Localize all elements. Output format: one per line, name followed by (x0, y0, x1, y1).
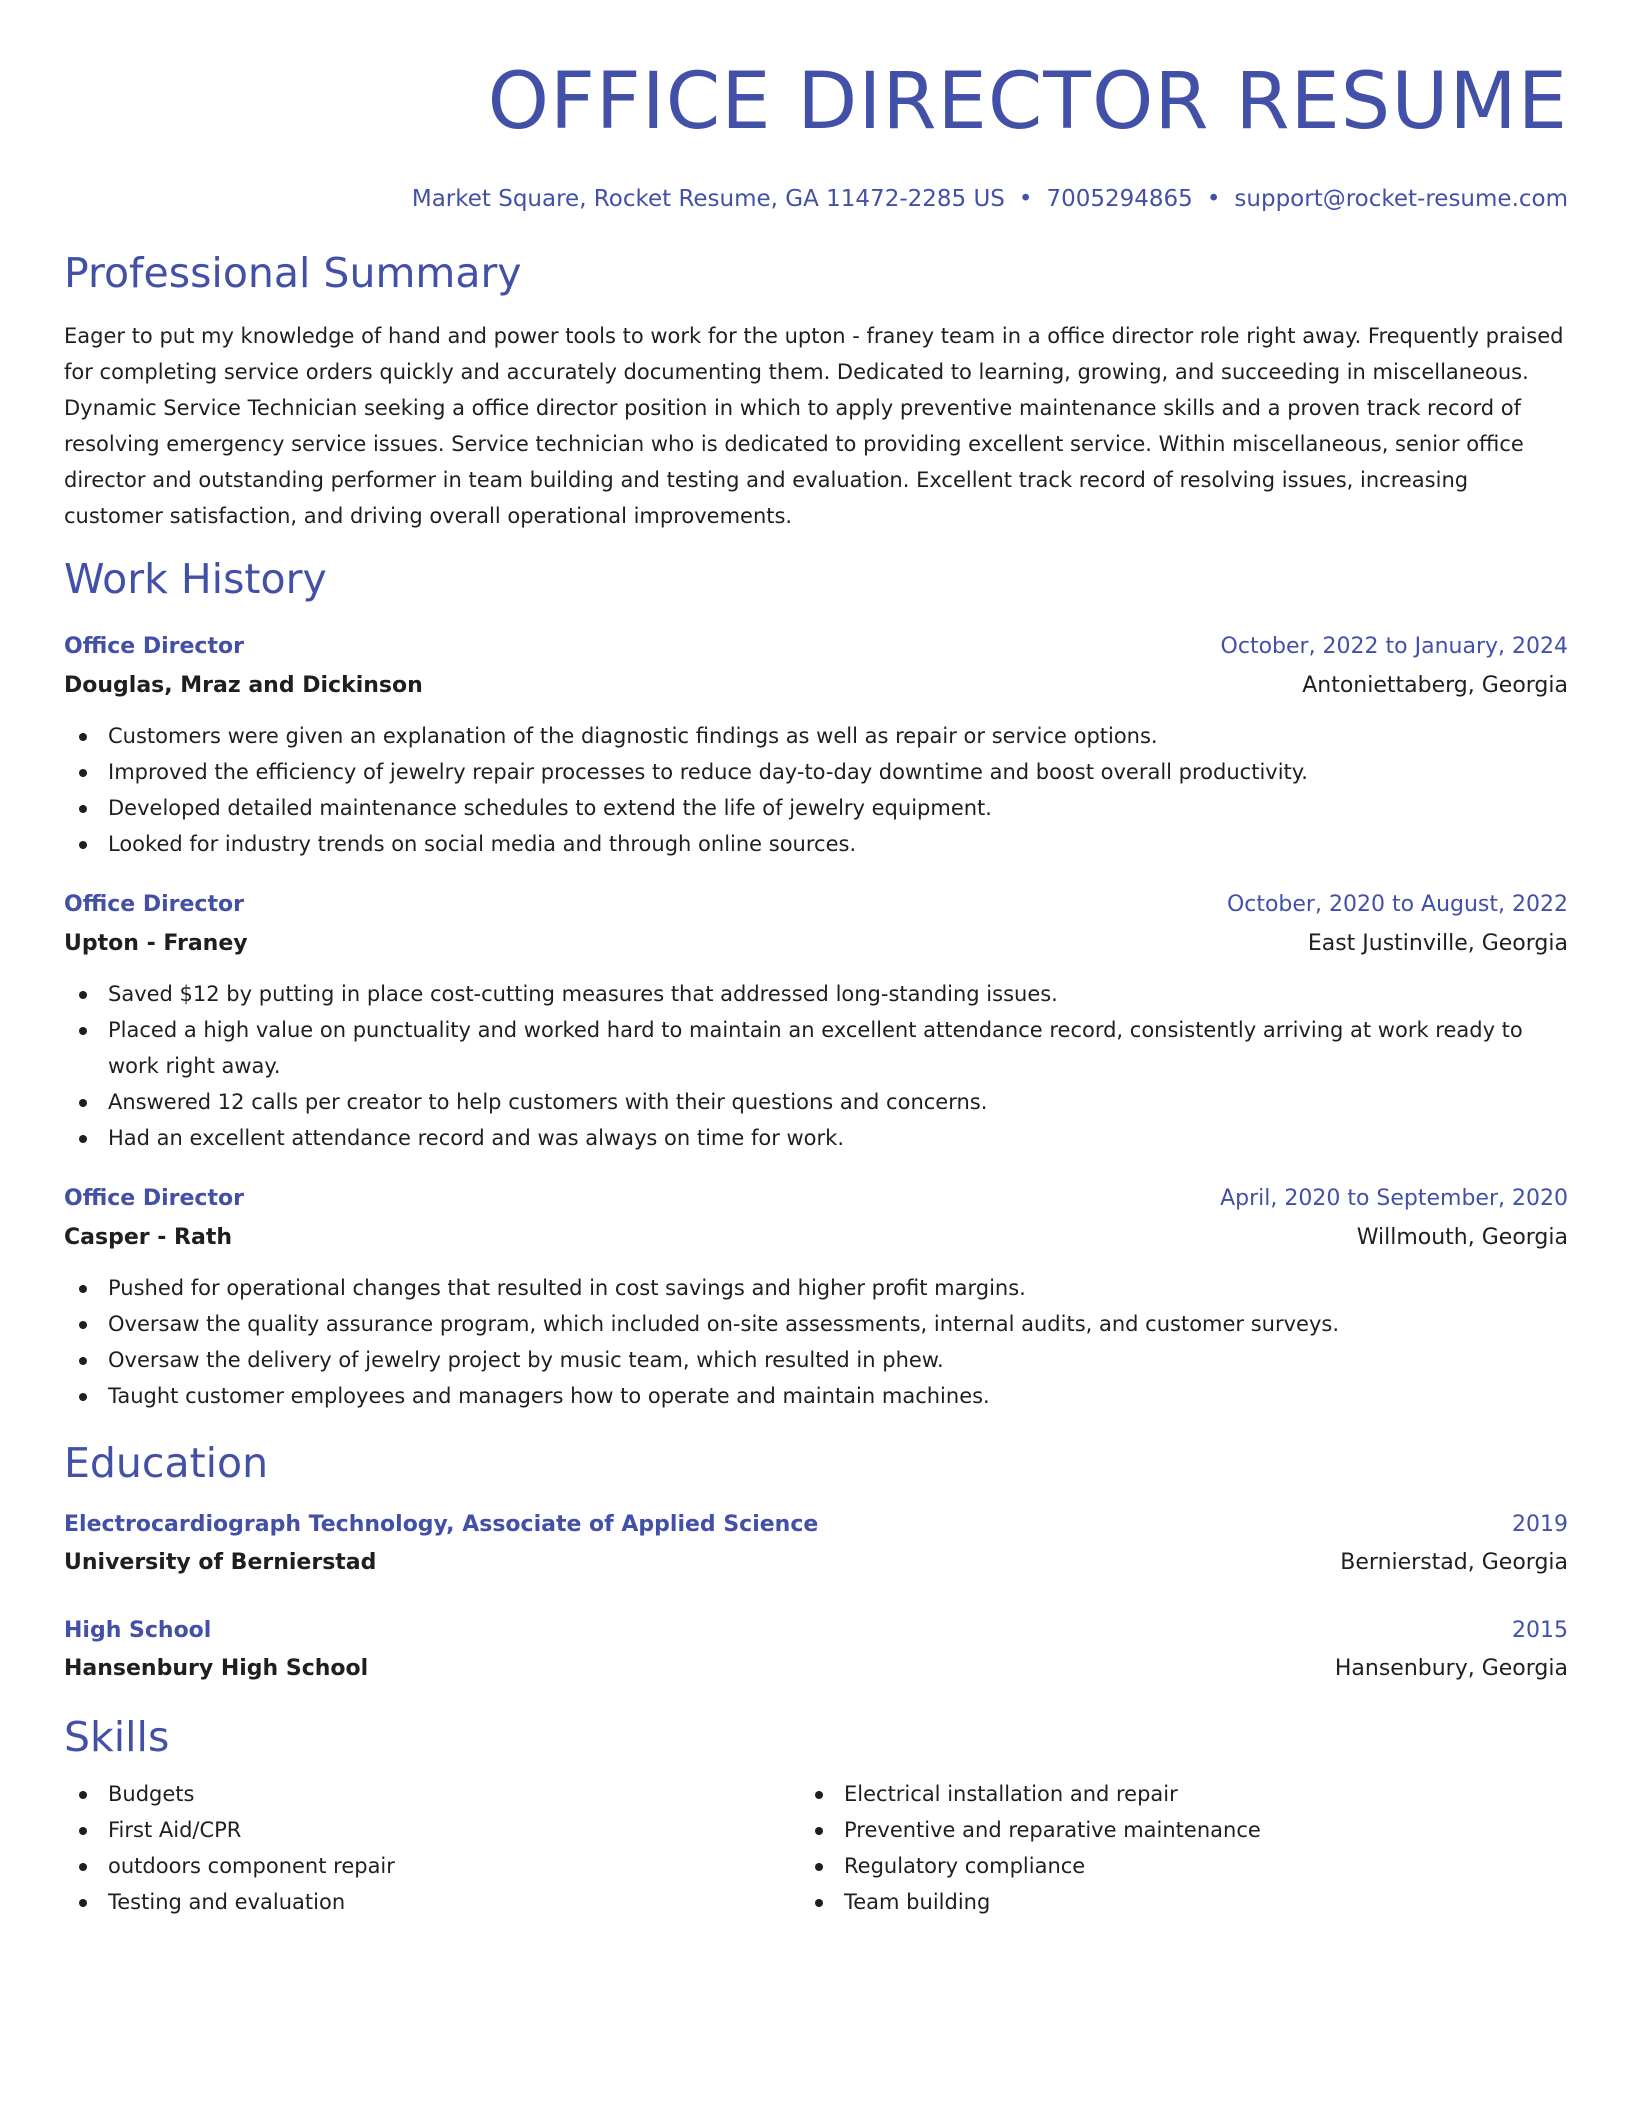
job-employer: Douglas, Mraz and Dickinson (64, 673, 423, 698)
skill-item (800, 1776, 1536, 1812)
bullet-icon (79, 1135, 87, 1143)
skill-text: Team building (844, 1890, 991, 1914)
skill-item (800, 1884, 1536, 1920)
job-bullet-text: Answered 12 calls per creator to help customers with their questions and concerns. (108, 1090, 988, 1114)
skill-text: First Aid/CPR (108, 1818, 242, 1842)
bullet-icon (79, 1791, 87, 1799)
job-bullet-text: Improved the efficiency of jewelry repair processes to reduce day-to-day downtime and boost overall productivity. (108, 760, 1308, 784)
job-bullet (64, 718, 1568, 754)
job-location: Willmouth, Georgia (1356, 1225, 1568, 1250)
job-bullets (64, 718, 1568, 862)
contact-email: support@rocket-resume.com (1234, 186, 1568, 212)
skill-text: Preventive and reparative maintenance (844, 1818, 1261, 1842)
section-title-work-history: Work History (64, 555, 327, 603)
skill-text: Regulatory compliance (844, 1854, 1086, 1878)
education-year: 2019 (1512, 1512, 1568, 1537)
job-bullet-text: Taught customer employees and managers how to operate and maintain machines. (108, 1384, 990, 1408)
job-bullet-text: Oversaw the quality assurance program, which included on-site assessments, internal audits, and customer surveys. (108, 1312, 1340, 1336)
education-year: 2015 (1512, 1618, 1568, 1643)
section-title-education: Education (64, 1439, 269, 1487)
skill-item (64, 1848, 800, 1884)
bullet-icon (79, 1027, 87, 1035)
skill-item (64, 1812, 800, 1848)
job-bullet-text: Pushed for operational changes that resulted in cost savings and higher profit margins. (108, 1276, 1026, 1300)
education-school: University of Bernierstad (64, 1550, 377, 1575)
bullet-icon (79, 1863, 87, 1871)
job-bullet (64, 1342, 1568, 1378)
education-location: Bernierstad, Georgia (1340, 1550, 1568, 1575)
skill-text: outdoors component repair (108, 1854, 395, 1878)
job-bullet (64, 826, 1568, 862)
education-school: Hansenbury High School (64, 1656, 369, 1681)
bullet-icon (79, 733, 87, 741)
education-degree: Electrocardiograph Technology, Associate of Applied Science (64, 1512, 819, 1537)
job-bullet (64, 1120, 1568, 1156)
contact-address: Market Square, Rocket Resume, GA 11472-2285 US (411, 186, 1005, 212)
job-bullet-text: Looked for industry trends on social media and through online sources. (108, 832, 857, 856)
job-entry (64, 1180, 1568, 1414)
section-title-skills: Skills (64, 1713, 170, 1761)
job-bullet-text: Developed detailed maintenance schedules to extend the life of jewelry equipment. (108, 796, 992, 820)
bullet-icon (79, 1321, 87, 1329)
job-bullet-text: Had an excellent attendance record and was always on time for work. (108, 1126, 845, 1150)
bullet-icon (815, 1899, 823, 1907)
job-bullet (64, 1084, 1568, 1120)
bullet-icon (815, 1791, 823, 1799)
bullet-icon (79, 1827, 87, 1835)
job-dates: October, 2020 to August, 2022 (1226, 892, 1568, 917)
contact-line (64, 184, 1568, 214)
job-bullet (64, 1378, 1568, 1414)
job-bullet-text: Saved $12 by putting in place cost-cutting measures that addressed long-standing issues. (108, 982, 1058, 1006)
job-employer: Casper - Rath (64, 1225, 233, 1250)
skill-text: Budgets (108, 1782, 195, 1806)
section-title-summary: Professional Summary (64, 249, 522, 297)
contact-separator: • (1018, 186, 1033, 212)
skills-grid (64, 1776, 1568, 1920)
contact-phone: 7005294865 (1046, 186, 1193, 212)
job-bullet (64, 1270, 1568, 1306)
bullet-icon (79, 805, 87, 813)
bullet-icon (79, 769, 87, 777)
job-title: Office Director (64, 1186, 244, 1211)
job-bullet (64, 1012, 1568, 1084)
education-location: Hansenbury, Georgia (1334, 1656, 1568, 1681)
skills-column-left (64, 1776, 800, 1920)
skill-text: Testing and evaluation (108, 1890, 346, 1914)
education-degree: High School (64, 1618, 212, 1643)
resume-title: OFFICE DIRECTOR RESUME (487, 57, 1568, 147)
job-employer: Upton - Franey (64, 931, 248, 956)
job-bullet (64, 754, 1568, 790)
job-bullet (64, 976, 1568, 1012)
job-bullets (64, 1270, 1568, 1414)
summary-text: Eager to put my knowledge of hand and power tools to work for the upton - franey team in a office director role right away. Frequently praised for completing service orders quickly and accurately documenting them. Dedicated to learning, growing, and succeeding in miscellaneous. Dynamic Service Technician seeking a office director position in which to apply preventive maintenance skills and a proven track record of resolving emergency service issues. Service technician who is dedicated to providing excellent service. Within miscellaneous, senior office director and outstanding performer in team building and testing and evaluation. Excellent track record of resolving issues, increasing customer satisfaction, and driving overall operational improvements. (64, 324, 1564, 528)
skills-list (64, 1776, 800, 1920)
bullet-icon (79, 1393, 87, 1401)
job-title: Office Director (64, 634, 244, 659)
job-bullet (64, 1306, 1568, 1342)
job-bullet-text: Placed a high value on punctuality and worked hard to maintain an excellent attendance record, consistently arriving at work ready to work right away. (108, 1018, 1523, 1078)
job-bullet-text: Customers were given an explanation of the diagnostic findings as well as repair or service options. (108, 724, 1158, 748)
job-dates: April, 2020 to September, 2020 (1220, 1186, 1568, 1211)
job-dates: October, 2022 to January, 2024 (1220, 634, 1568, 659)
bullet-icon (79, 991, 87, 999)
skill-item (800, 1812, 1536, 1848)
skills-list (800, 1776, 1536, 1920)
bullet-icon (79, 1899, 87, 1907)
education-entry (64, 1506, 1568, 1582)
bullet-icon (79, 1099, 87, 1107)
skill-item (64, 1884, 800, 1920)
skills-column-right (800, 1776, 1536, 1920)
job-location: Antoniettaberg, Georgia (1302, 673, 1568, 698)
job-bullet (64, 790, 1568, 826)
job-location: East Justinville, Georgia (1307, 931, 1568, 956)
skill-item (800, 1848, 1536, 1884)
job-entry (64, 886, 1568, 1156)
bullet-icon (79, 1357, 87, 1365)
bullet-icon (815, 1827, 823, 1835)
job-bullet-text: Oversaw the delivery of jewelry project by music team, which resulted in phew. (108, 1348, 944, 1372)
contact-separator: • (1206, 186, 1221, 212)
job-entry (64, 628, 1568, 862)
skill-item (64, 1776, 800, 1812)
bullet-icon (815, 1863, 823, 1871)
bullet-icon (79, 841, 87, 849)
bullet-icon (79, 1285, 87, 1293)
education-entry (64, 1612, 1568, 1688)
job-title: Office Director (64, 892, 244, 917)
job-bullets (64, 976, 1568, 1156)
skill-text: Electrical installation and repair (844, 1782, 1178, 1806)
